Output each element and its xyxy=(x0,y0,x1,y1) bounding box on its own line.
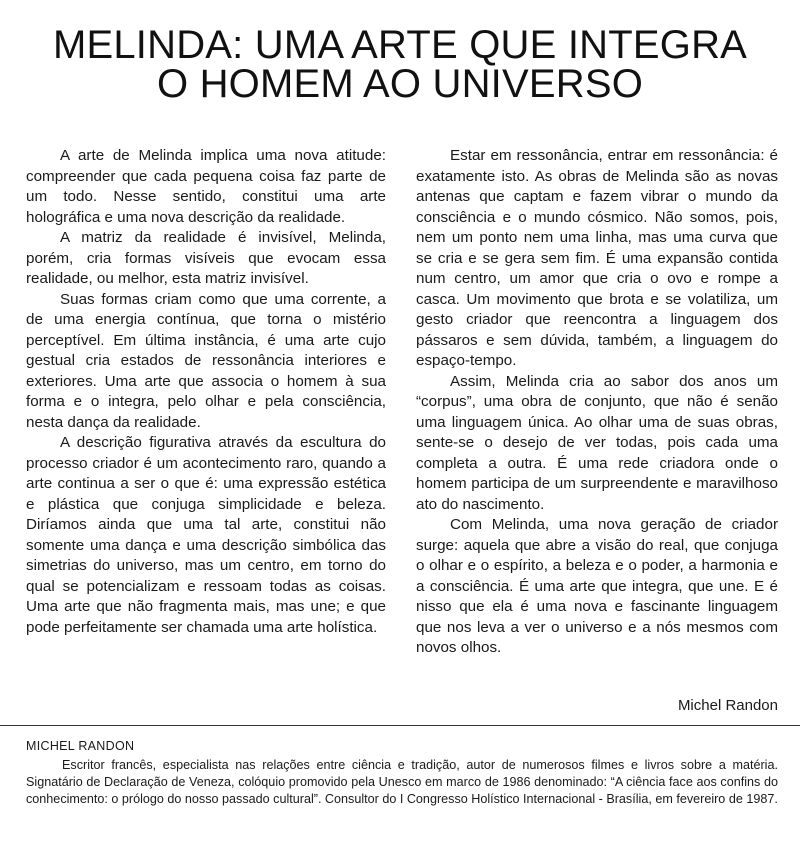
paragraph: A arte de Melinda implica uma nova atitude: compreender que cada pequena coisa faz parte de um todo. Nesse sentido, constitui uma arte holográfica e uma nova descrição da realidade. xyxy=(26,147,386,226)
article-title-line-2: O HOMEM AO UNIVERSO xyxy=(156,62,644,106)
bio-author-name: MICHEL RANDON xyxy=(26,739,135,753)
left-column xyxy=(26,146,386,638)
section-divider xyxy=(0,725,800,726)
paragraph: Estar em ressonância, entrar em ressonância: é exatamente isto. As obras de Melinda são as novas antenas que captam e fazem vibrar o mundo da consciência e o mundo cósmico. Não somos, pois, nem um ponto nem uma linha, mas uma curva que se cria e se gera sem fim. É uma expansão contida num centro, um amor que cria o ovo e rompe a casca. Um movimento que brota e se volatiliza, um gesto criador que reencontra a linguagem dos pássaros e sem dúvida, também, a linguagem do espaço-tempo. xyxy=(416,147,778,369)
author-signature: Michel Randon xyxy=(677,697,778,714)
article-title-line-1: MELINDA: UMA ARTE QUE INTEGRA xyxy=(52,23,748,67)
paragraph: A matriz da realidade é invisível, Melinda, porém, cria formas visíveis que evocam essa realidade, ou melhor, esta matriz invisível. xyxy=(26,229,386,287)
paragraph: A descrição figurativa através da escultura do processo criador é um acontecimento raro, quando a arte continua a ser o que é: uma expressão estética e plástica que conjuga simplicidade e beleza. Diríamos ainda que uma tal arte, constitui não somente uma dança e uma descrição simbólica das simetrias do universo, mas um centro, em torno do qual se potencializam e ressoam todas as coisas. Uma arte que não fragmenta mais, mas une; e que pode perfeitamente ser chamada uma arte holística. xyxy=(26,434,386,636)
right-column xyxy=(416,146,778,659)
bio-description: Escritor francês, especialista nas relações entre ciência e tradição, autor de numerosos filmes e livros sobre a matéria. Signatário de Declaração de Veneza, colóquio promovido pela Unesco em marco de 1986 denominado: “A ciência face aos confins do conhecimento: o prólogo do nosso passado cultural”. Consultor do I Congresso Holístico Internacional - Brasília, em fevereiro de 1987. xyxy=(26,758,778,806)
paragraph: Suas formas criam como que uma corrente, a de uma energia contínua, que torna o mistério perceptível. Em última instância, é uma arte cujo gestual cria estados de ressonância interiores e exteriores. Uma arte que associa o homem à sua forma e o integra, pelo olhar e pela consciência, nesta dança da realidade. xyxy=(26,290,386,431)
article-title xyxy=(20,23,780,106)
paragraph: Assim, Melinda cria ao sabor dos anos um “corpus”, uma obra de conjunto, que não é senão uma linguagem única. Ao olhar uma de suas obras, sente-se o desejo de ver todas, pois cada uma completa a outra. É uma rede criadora onde o homem participa de um surpreendente e maravilhoso ato do nascimento. xyxy=(416,372,778,513)
paragraph: Com Melinda, uma nova geração de criador surge: aquela que abre a visão do real, que conjuga o olhar e o espírito, a beleza e o poder, a harmonia e a consciência. É uma arte que integra, que une. E é nisso que ela é uma nova e fascinante linguagem que nos leva a ver o universo e a nós mesmos com novos olhos. xyxy=(416,516,778,656)
